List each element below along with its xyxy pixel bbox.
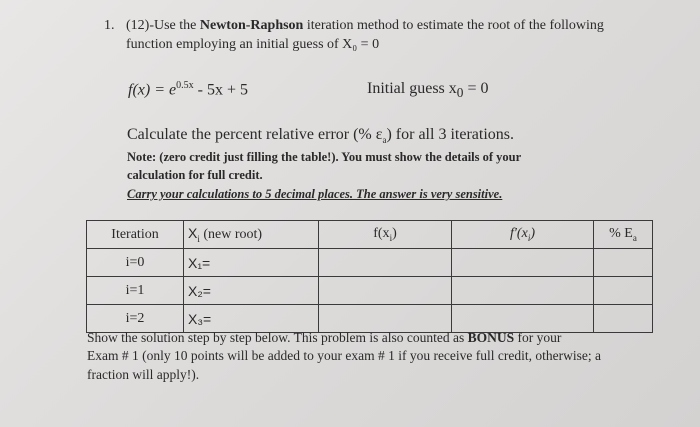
calc-instruction-a: Calculate the percent relative error (% ε (127, 126, 383, 143)
question-text-line1 (126, 18, 604, 34)
table-row (87, 305, 653, 333)
error-cell[interactable] (594, 249, 653, 277)
calc-instruction-b: ) for all 3 iterations. (386, 126, 514, 143)
question-number: 1. (104, 18, 115, 33)
footer-text-a: Show the solution step by step below. This problem is also counted as (87, 330, 468, 345)
root-cell[interactable]: X₂= (184, 277, 319, 305)
calc-instruction (127, 126, 514, 145)
fx-cell[interactable] (319, 249, 452, 277)
precision-instruction: Carry your calculations to 5 decimal places. The answer is very sensitive. (127, 187, 503, 201)
function-equation (128, 80, 248, 99)
footer-line2: Exam # 1 (only 10 points will be added to your exam # 1 if you receive full credit, otherwise; a (87, 348, 601, 363)
initial-guess-sub: 0 (456, 85, 464, 101)
question-text-b: iteration method to estimate the root of the following (303, 18, 604, 33)
fprime-cell[interactable] (452, 305, 594, 333)
equation-rhs: - 5x + 5 (193, 81, 248, 99)
footer-line3: fraction will apply!). (87, 367, 200, 382)
initial-guess-label: Initial guess x (367, 80, 457, 97)
table-header-row (87, 221, 653, 249)
method-name: Newton-Raphson (199, 18, 304, 33)
fx-cell[interactable] (319, 305, 452, 333)
question-text-a: (12)-Use the (126, 18, 200, 33)
iteration-cell: i=1 (87, 277, 184, 305)
header-new-root: $X_i$ (new root) (184, 221, 319, 249)
root-cell[interactable]: X₁= (184, 249, 319, 277)
table-row (87, 249, 653, 277)
initial-guess (367, 80, 488, 101)
header-fprime: $f'(x_i)$ (452, 221, 594, 249)
header-fx: $f(x_i)$ (319, 221, 452, 249)
header-iteration: Iteration (87, 221, 184, 249)
note-line1: Note: (zero credit just filling the table!). You must show the details of your (127, 150, 522, 164)
initial-guess-value: = 0 (463, 80, 489, 97)
error-cell[interactable] (594, 277, 653, 305)
equation-exponent: 0.5x (176, 80, 194, 91)
calc-instruction-sub: a (382, 135, 387, 146)
header-percent-error: % $E_a$ (594, 221, 653, 249)
fx-cell[interactable] (319, 277, 452, 305)
table-row (87, 277, 653, 305)
note-line2: calculation for full credit. (127, 168, 263, 182)
iteration-table (86, 220, 653, 333)
footer-line1 (87, 330, 561, 346)
footer-text-b: for your (514, 330, 562, 345)
fprime-cell[interactable] (452, 277, 594, 305)
fprime-cell[interactable] (452, 249, 594, 277)
equation-lhs: f(x) = e (128, 81, 177, 99)
root-cell[interactable]: X₃= (184, 305, 319, 333)
iteration-cell: i=2 (87, 305, 184, 333)
question-text-line2: function employing an initial guess of X₀ = 0 (126, 37, 380, 52)
iteration-cell: i=0 (87, 249, 184, 277)
error-cell[interactable] (594, 305, 653, 333)
bonus-label: BONUS (467, 330, 515, 345)
